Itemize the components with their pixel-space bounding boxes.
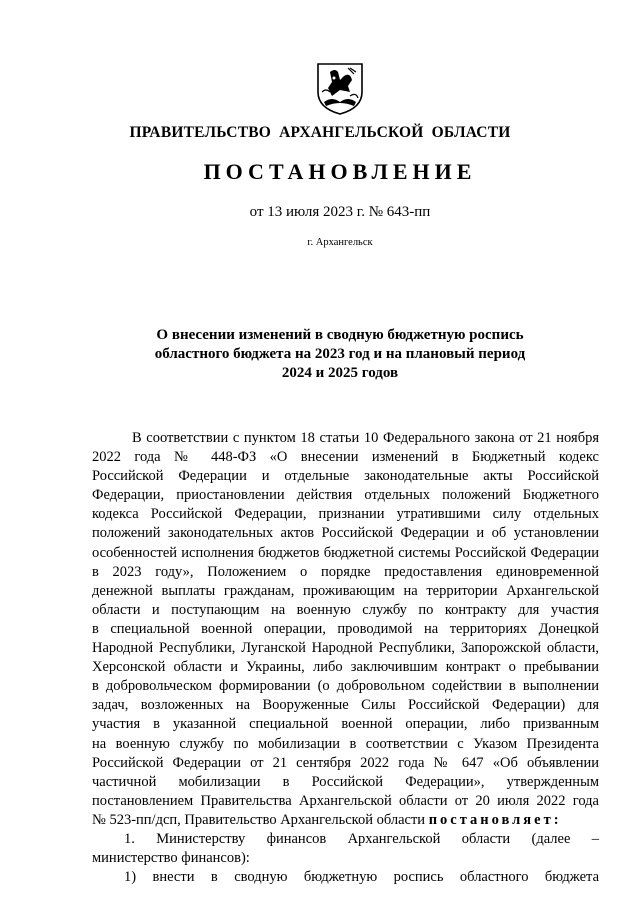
resolution-keyword: постановляет: xyxy=(428,811,562,828)
title-line: О внесении изменений в сводную бюджетную роспись xyxy=(156,327,524,343)
body-line: участия в указанной специальной военной операции, либо призванным xyxy=(92,716,599,733)
body-line: области и поступающим на военную службу по контракту для участия xyxy=(92,601,599,618)
title-line: областного бюджета на 2023 год и на плановый период xyxy=(154,346,526,362)
body-line: денежной выплаты гражданам, проживающим на территории Архангельской xyxy=(92,582,599,599)
body-line: в 2023 году», Положением о порядке предоставления единовременной xyxy=(92,563,599,580)
item-1-subitem-1: 1) внести в сводную бюджетную роспись областного бюджета xyxy=(124,869,599,886)
body-line: Российской Федерации от 21 сентября 2022 года № 647 «Об объявлении xyxy=(92,754,599,771)
body-line: положений законодательных актов Российской Федерации и об установлении xyxy=(92,525,599,542)
document-title xyxy=(140,326,540,383)
document-body xyxy=(92,429,599,887)
item-1-line: министерство финансов): xyxy=(92,850,250,867)
coat-of-arms-emblem xyxy=(310,58,370,118)
body-line: в специальной военной операции, проводимой на территориях Донецкой xyxy=(92,620,599,637)
document-city: г. Архангельск xyxy=(307,237,373,248)
body-line: задач, возложенных на Вооруженные Силы Российской Федерации) для xyxy=(92,697,599,714)
title-line: 2024 и 2025 годов xyxy=(281,365,399,381)
body-line: 2022 года № 448-ФЗ «О внесении изменений в Бюджетный кодекс xyxy=(92,449,599,466)
document-type: ПОСТАНОВЛЕНИЕ xyxy=(203,159,477,184)
government-name: ПРАВИТЕЛЬСТВО АРХАНГЕЛЬСКОЙ ОБЛАСТИ xyxy=(129,124,511,141)
body-line: кодекса Российской Федерации, признании утратившими силу отдельных xyxy=(92,506,599,523)
body-line: В соответствии с пунктом 18 статьи 10 Федерального закона от 21 ноября xyxy=(132,430,599,446)
body-line: особенностей исполнения бюджетов бюджетной системы Российской Федерации xyxy=(92,544,599,561)
body-line-resolves xyxy=(92,811,599,830)
body-line: Федерации, приостановлении действия отдельных положений Бюджетного xyxy=(92,487,599,504)
body-line: в добровольческом формировании (о добровольном содействии в выполнении xyxy=(92,678,599,695)
body-line: постановлением Правительства Архангельской области от 20 июля 2022 года xyxy=(92,792,599,809)
body-line: на военную службу по мобилизации в соответствии с Указом Президента xyxy=(92,735,599,752)
body-line: частичной мобилизации в Российской Федерации», утвержденным xyxy=(92,773,599,790)
resolution-prefix: № 523-пп/дсп, Правительство Архангельской области xyxy=(92,811,429,828)
body-line: Херсонской области и Украины, либо заключившим контракт о пребывании xyxy=(92,659,599,676)
document-date-number: от 13 июля 2023 г. № 643-пп xyxy=(249,204,431,220)
body-line: Народной Республики, Луганской Народной Республики, Запорожской области, xyxy=(92,640,599,657)
item-1-line: 1. Министерству финансов Архангельской области (далее – xyxy=(124,830,599,847)
body-line: Российской Федерации и отдельные законодательные акты Российской xyxy=(92,468,599,485)
